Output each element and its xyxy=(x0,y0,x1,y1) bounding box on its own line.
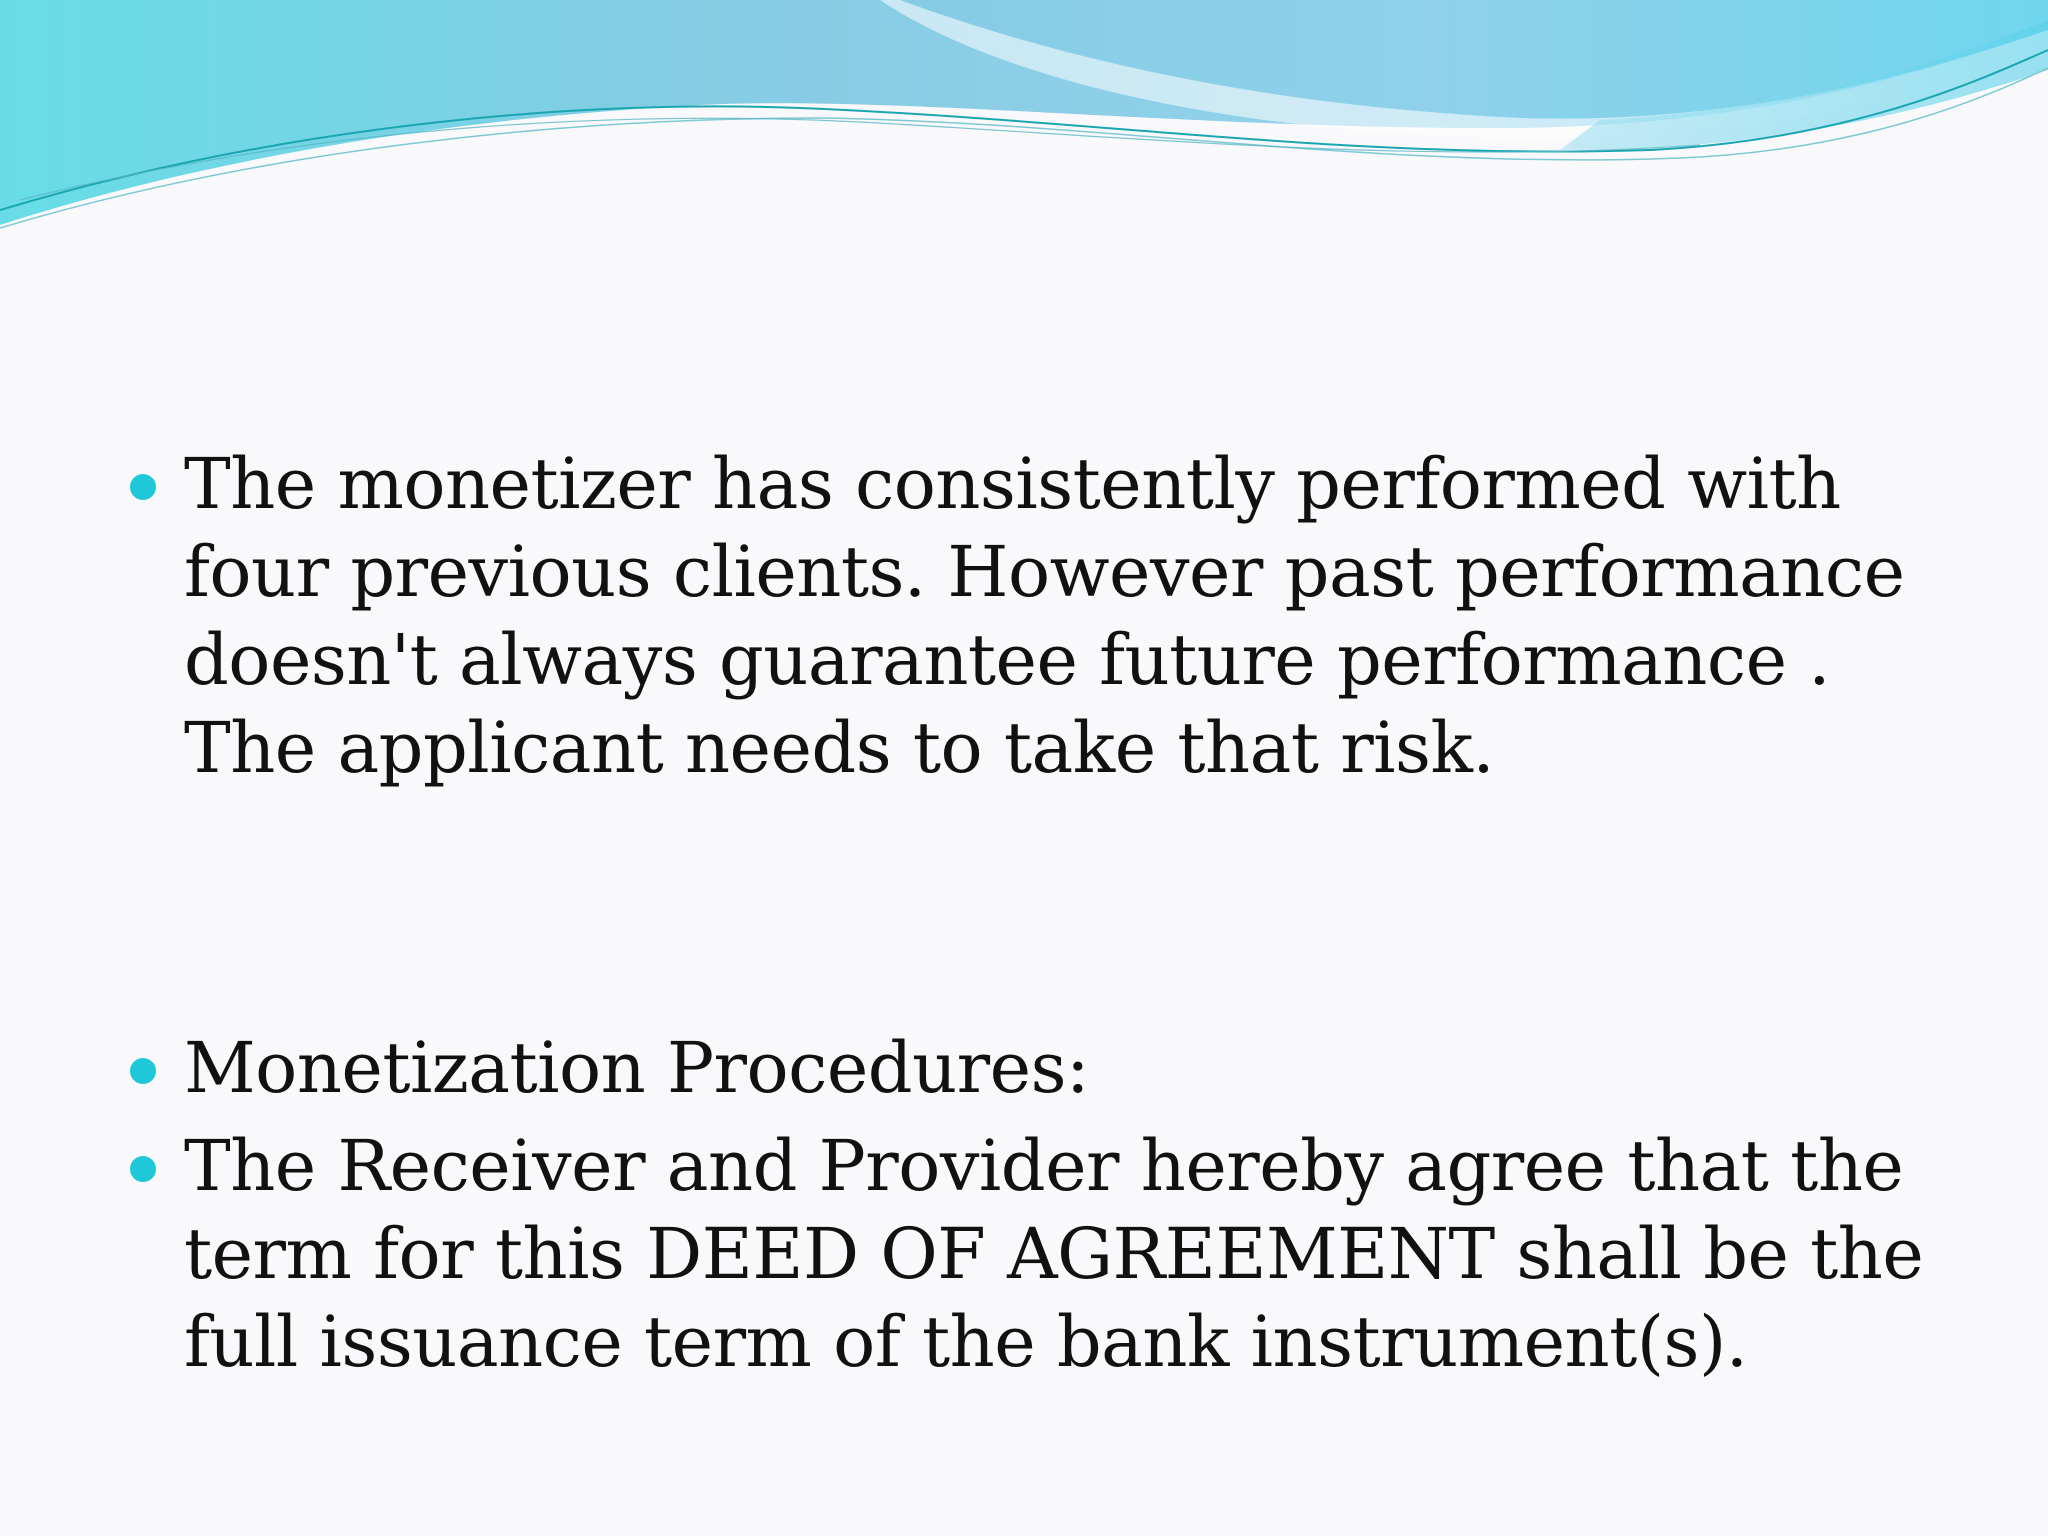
wave-header-decoration xyxy=(0,0,2048,260)
bullet-item-monetizer-performance xyxy=(130,440,1930,792)
bullet-dot-icon xyxy=(130,1058,156,1084)
bullet-list xyxy=(130,440,1930,1386)
bullet-dot-icon xyxy=(130,1156,156,1182)
bullet-item-monetization-procedures xyxy=(130,1024,1930,1112)
bullet-text: Monetization Procedures: xyxy=(184,1027,1090,1109)
bullet-text: The monetizer has consistently performed with four previous clients. However past performance doesn't always guarantee future performance . The applicant needs to take that risk. xyxy=(184,443,1905,789)
bullet-item-deed-of-agreement xyxy=(130,1122,1930,1386)
bullet-text: The Receiver and Provider hereby agree that the term for this DEED OF AGREEMENT shall be the full issuance term of the bank instrument(s). xyxy=(184,1125,1924,1383)
bullet-dot-icon xyxy=(130,474,156,500)
